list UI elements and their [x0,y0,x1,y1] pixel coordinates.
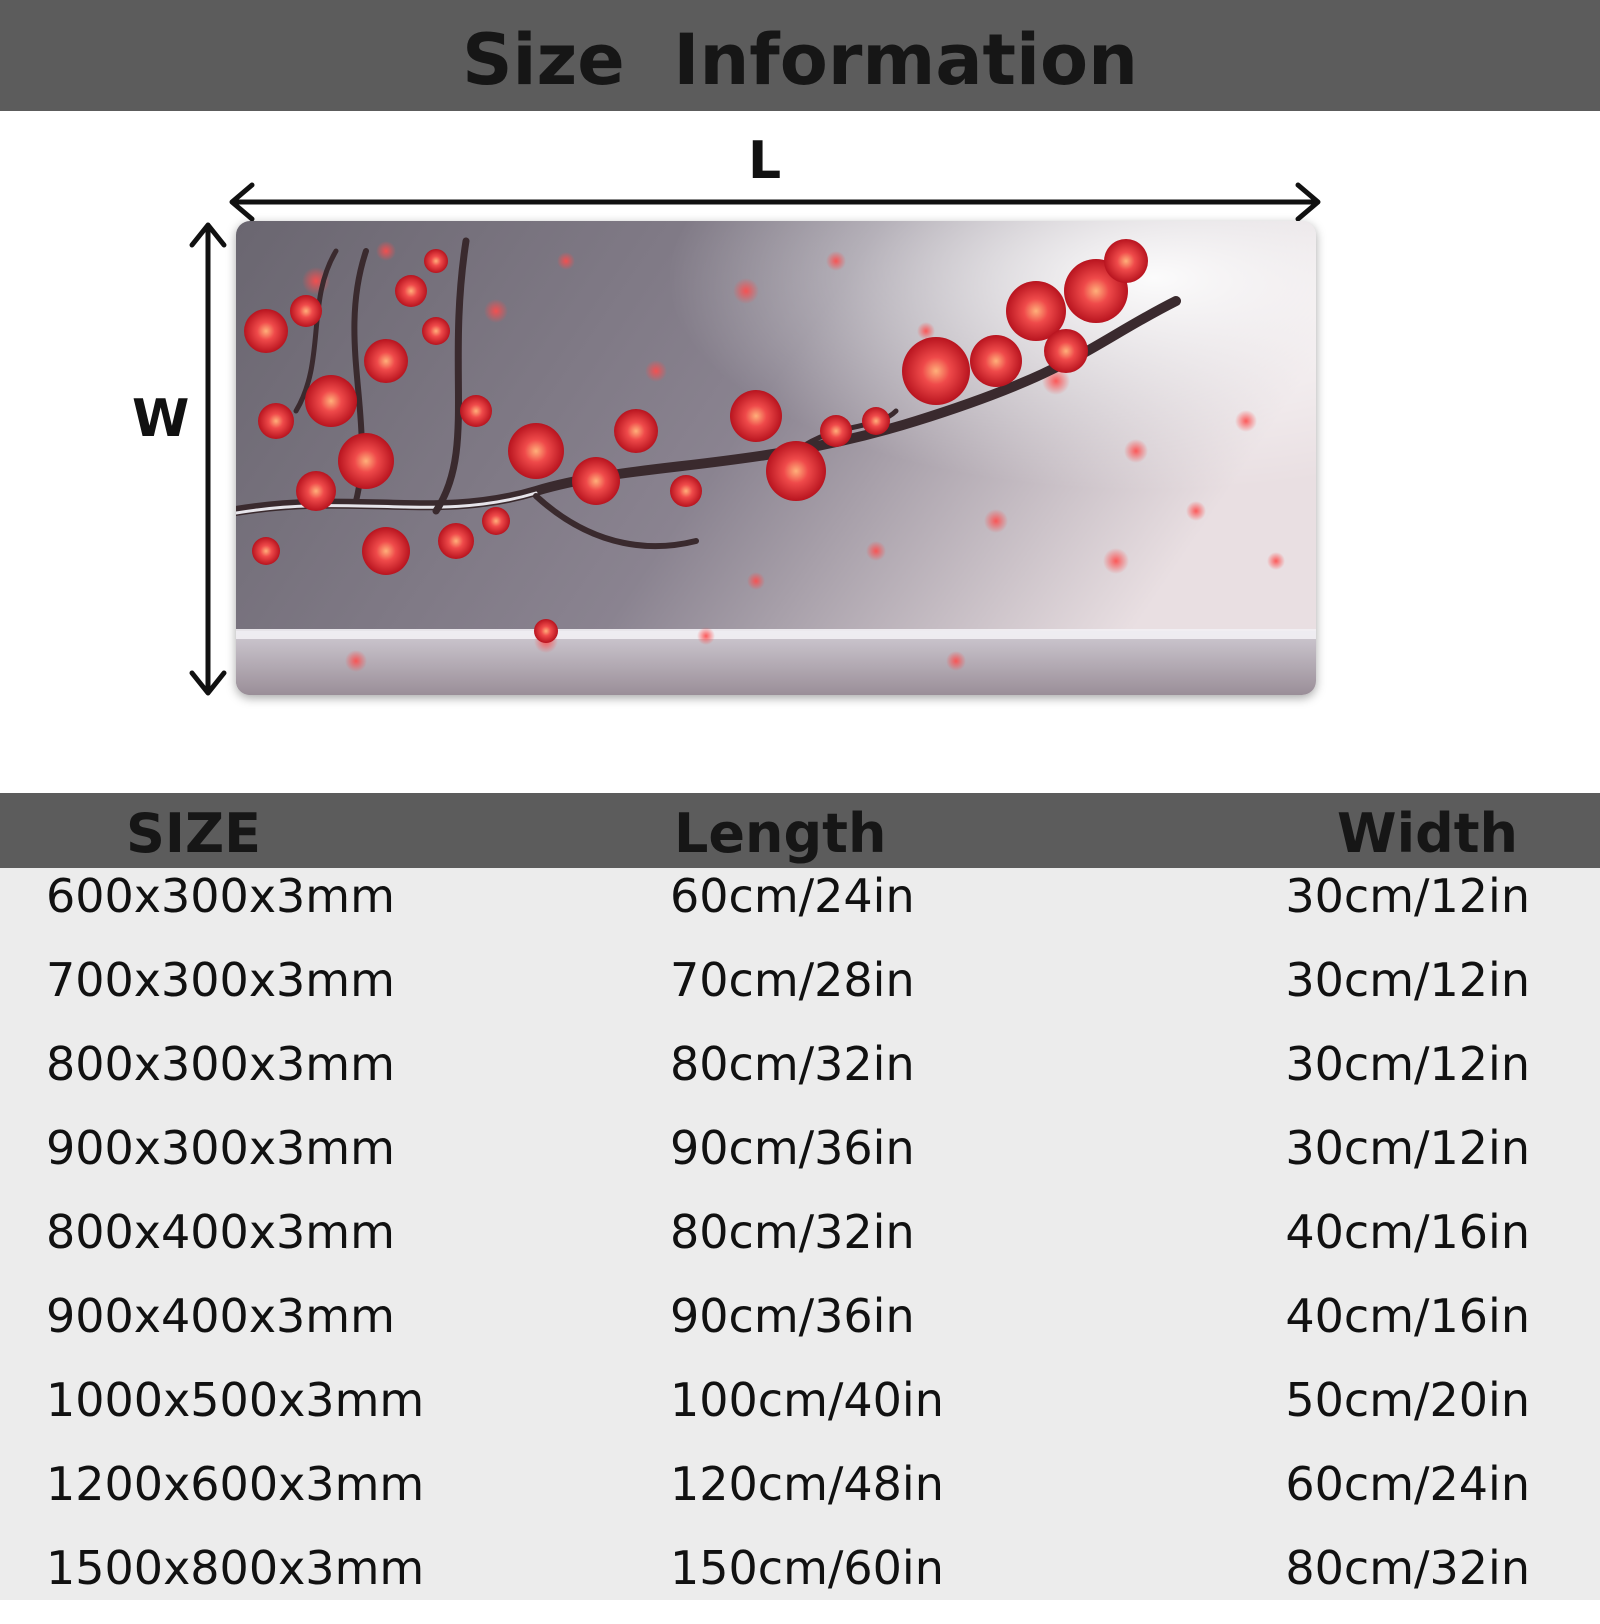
table-row [0,1372,1600,1456]
width-cell: 30cm/12in [1285,953,1530,1007]
size-cell: 1000x500x3mm [46,1373,425,1427]
size-cell: 1200x600x3mm [46,1457,425,1511]
length-cell: 80cm/32in [670,1205,915,1259]
width-cell: 40cm/16in [1285,1289,1530,1343]
table-row [0,1288,1600,1372]
header-size: SIZE [126,802,262,865]
width-cell: 30cm/12in [1285,1121,1530,1175]
table-header [0,793,1600,868]
size-cell: 800x300x3mm [46,1037,395,1091]
table-row [0,1120,1600,1204]
table-row [0,952,1600,1036]
width-cell: 30cm/12in [1285,869,1530,923]
length-cell: 80cm/32in [670,1037,915,1091]
length-cell: 100cm/40in [670,1373,944,1427]
size-cell: 600x300x3mm [46,869,395,923]
table-row [0,868,1600,952]
header-length: Length [674,802,887,865]
width-cell: 80cm/32in [1285,1541,1530,1595]
length-cell: 60cm/24in [670,869,915,923]
size-diagram [0,111,1600,793]
size-cell: 900x400x3mm [46,1289,395,1343]
length-cell: 70cm/28in [670,953,915,1007]
table-row [0,1540,1600,1624]
width-label: W [132,389,190,449]
size-cell: 800x400x3mm [46,1205,395,1259]
table-row [0,1204,1600,1288]
length-label: L [748,131,782,191]
title-bar [0,0,1600,111]
size-table [0,868,1600,1600]
width-cell: 50cm/20in [1285,1373,1530,1427]
width-cell: 60cm/24in [1285,1457,1530,1511]
page-title: Size Information [462,19,1138,101]
length-cell: 150cm/60in [670,1541,944,1595]
header-width: Width [1337,802,1518,865]
table-row [0,1036,1600,1120]
table-row [0,1456,1600,1540]
mousepad-image [236,221,1316,695]
length-cell: 120cm/48in [670,1457,944,1511]
width-cell: 40cm/16in [1285,1205,1530,1259]
size-cell: 900x300x3mm [46,1121,395,1175]
size-cell: 700x300x3mm [46,953,395,1007]
width-cell: 30cm/12in [1285,1037,1530,1091]
length-cell: 90cm/36in [670,1121,915,1175]
length-cell: 90cm/36in [670,1289,915,1343]
size-cell: 1500x800x3mm [46,1541,425,1595]
